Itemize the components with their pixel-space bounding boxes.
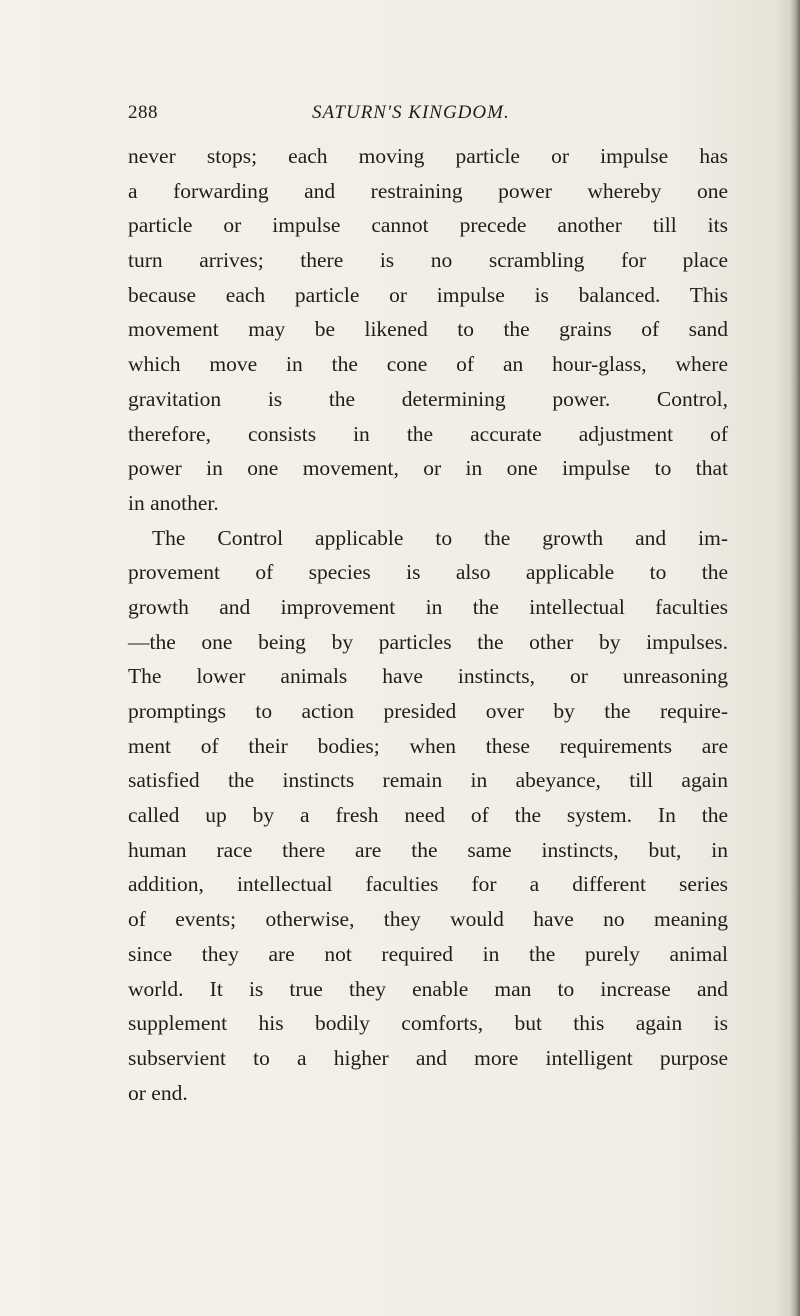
text-line: never stops; each moving particle or impulse has — [128, 144, 728, 168]
text-line: therefore, consists in the accurate adjustment of — [128, 421, 728, 446]
text-line: provement of species is also applicable to the — [128, 560, 728, 585]
text-line: of events; otherwise, they would have no meaning — [128, 907, 728, 932]
text-line: satisfied the instincts remain in abeyance, till again — [128, 768, 728, 793]
text-line: which move in the cone of an hour-glass, where — [128, 352, 728, 377]
text-line: because each particle or impulse is balanced. This — [128, 282, 728, 307]
running-head — [128, 102, 728, 126]
body-text — [128, 139, 728, 1110]
text-line: since they are not required in the purely animal — [128, 941, 728, 966]
text-line: gravitation is the determining power. Control, — [128, 386, 728, 411]
text-line: ment of their bodies; when these requirements are — [128, 733, 728, 758]
page-edge-shadow — [790, 0, 800, 1316]
paragraph-start-line: The Control applicable to the growth and im- — [152, 525, 728, 550]
text-line: human race there are the same instincts, but, in — [128, 837, 728, 862]
text-line: The lower animals have instincts, or unreasoning — [128, 664, 728, 689]
text-line: particle or impulse cannot precede another till its — [128, 213, 728, 238]
paragraph-end-line: in another. — [128, 490, 219, 515]
text-line: subservient to a higher and more intelligent purpose — [128, 1045, 728, 1070]
text-line: a forwarding and restraining power whereby one — [128, 178, 728, 203]
page-number: 288 — [128, 102, 158, 123]
text-line: power in one movement, or in one impulse to that — [128, 456, 728, 481]
text-line: movement may be likened to the grains of sand — [128, 317, 728, 342]
text-line: —the one being by particles the other by impulses. — [128, 629, 728, 654]
text-line: addition, intellectual faculties for a different series — [128, 872, 728, 897]
paragraph-end-line: or end. — [128, 1080, 188, 1105]
page-title: SATURN'S KINGDOM. — [312, 102, 510, 123]
text-line: promptings to action presided over by the require- — [128, 699, 728, 723]
text-line: growth and improvement in the intellectual faculties — [128, 594, 728, 619]
text-line: supplement his bodily comforts, but this again is — [128, 1011, 728, 1036]
text-line: turn arrives; there is no scrambling for place — [128, 248, 728, 273]
text-line: called up by a fresh need of the system. In the — [128, 803, 728, 828]
text-line: world. It is true they enable man to increase and — [128, 976, 728, 1001]
